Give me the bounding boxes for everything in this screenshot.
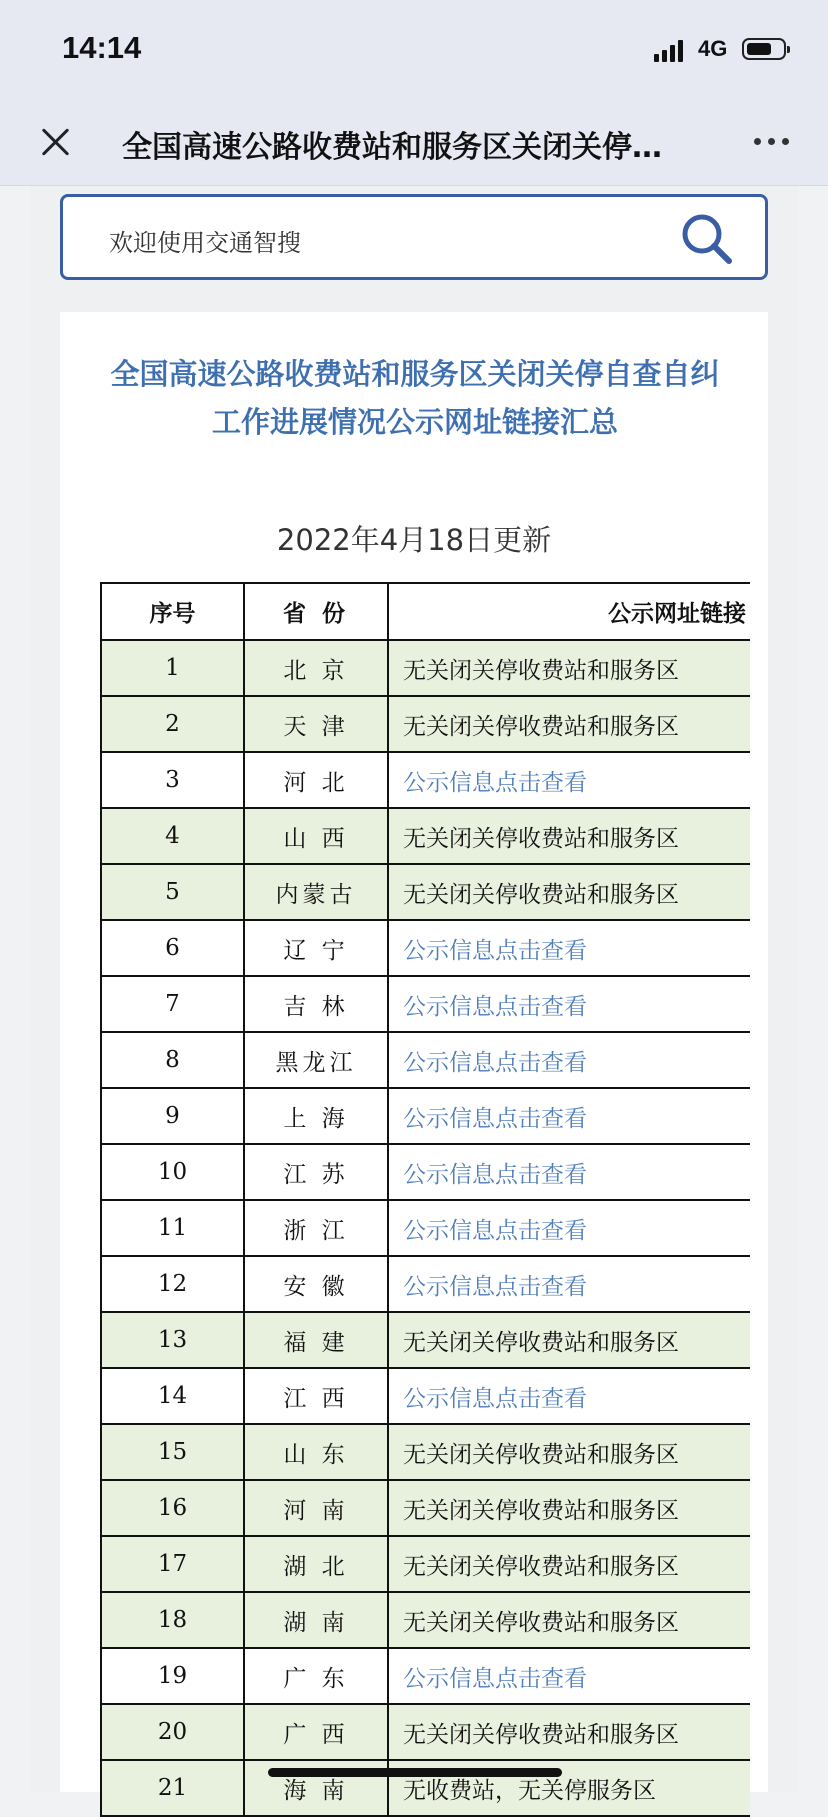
row-link[interactable]: 公示信息点击查看 bbox=[403, 1217, 587, 1244]
row-province: 山 东 bbox=[245, 1425, 389, 1479]
table-row bbox=[102, 809, 750, 865]
table-row bbox=[102, 1313, 750, 1369]
row-province: 海 南 bbox=[245, 1761, 389, 1815]
row-status: 无关闭关停收费站和服务区 bbox=[403, 1553, 679, 1580]
row-link[interactable]: 公示信息点击查看 bbox=[403, 1385, 587, 1412]
row-index: 12 bbox=[102, 1257, 245, 1311]
row-index: 7 bbox=[102, 977, 245, 1031]
home-indicator bbox=[268, 1768, 562, 1777]
table-row bbox=[102, 921, 750, 977]
row-status: 无收费站，无关停服务区 bbox=[403, 1777, 656, 1804]
row-status: 无关闭关停收费站和服务区 bbox=[403, 1441, 679, 1468]
row-province: 河 南 bbox=[245, 1481, 389, 1535]
article-title: 全国高速公路收费站和服务区关闭关停自查自纠工作进展情况公示网址链接汇总 bbox=[110, 357, 720, 439]
table-row bbox=[102, 641, 750, 697]
row-province: 河 北 bbox=[245, 753, 389, 807]
table-row bbox=[102, 697, 750, 753]
row-province: 广 西 bbox=[245, 1705, 389, 1759]
row-province: 北 京 bbox=[245, 641, 389, 695]
table-row bbox=[102, 753, 750, 809]
row-status: 无关闭关停收费站和服务区 bbox=[403, 713, 679, 740]
row-index: 9 bbox=[102, 1089, 245, 1143]
row-index: 3 bbox=[102, 753, 245, 807]
row-index: 15 bbox=[102, 1425, 245, 1479]
table-row bbox=[102, 1425, 750, 1481]
row-province: 黑龙江 bbox=[245, 1033, 389, 1087]
table-row bbox=[102, 1537, 750, 1593]
row-province: 湖 南 bbox=[245, 1593, 389, 1647]
more-options-icon[interactable] bbox=[752, 136, 792, 148]
table-row bbox=[102, 1705, 750, 1761]
table-row bbox=[102, 1481, 750, 1537]
row-index: 13 bbox=[102, 1313, 245, 1367]
status-time: 14:14 bbox=[62, 30, 142, 65]
row-province: 湖 北 bbox=[245, 1537, 389, 1591]
row-link[interactable]: 公示信息点击查看 bbox=[403, 937, 587, 964]
table-header bbox=[102, 584, 750, 641]
row-province: 江 苏 bbox=[245, 1145, 389, 1199]
row-status: 无关闭关停收费站和服务区 bbox=[403, 1497, 679, 1524]
close-icon[interactable] bbox=[36, 122, 76, 162]
row-province: 内蒙古 bbox=[245, 865, 389, 919]
signal-icon bbox=[654, 36, 688, 62]
row-index: 10 bbox=[102, 1145, 245, 1199]
row-status: 无关闭关停收费站和服务区 bbox=[403, 1609, 679, 1636]
row-link[interactable]: 公示信息点击查看 bbox=[403, 1273, 587, 1300]
row-status: 无关闭关停收费站和服务区 bbox=[403, 1721, 679, 1748]
header-province: 省 份 bbox=[245, 584, 389, 639]
row-index: 19 bbox=[102, 1649, 245, 1703]
row-index: 5 bbox=[102, 865, 245, 919]
search-icon[interactable] bbox=[679, 211, 735, 267]
row-index: 21 bbox=[102, 1761, 245, 1815]
row-link[interactable]: 公示信息点击查看 bbox=[403, 993, 587, 1020]
row-link[interactable]: 公示信息点击查看 bbox=[403, 1665, 587, 1692]
row-index: 6 bbox=[102, 921, 245, 975]
row-status: 无关闭关停收费站和服务区 bbox=[403, 881, 679, 908]
row-province: 福 建 bbox=[245, 1313, 389, 1367]
search-input[interactable]: 欢迎使用交通智搜 bbox=[109, 229, 301, 257]
row-province: 天 津 bbox=[245, 697, 389, 751]
row-index: 11 bbox=[102, 1201, 245, 1255]
table-row bbox=[102, 1089, 750, 1145]
row-status: 无关闭关停收费站和服务区 bbox=[403, 1329, 679, 1356]
row-index: 16 bbox=[102, 1481, 245, 1535]
table-row bbox=[102, 1649, 750, 1705]
row-province: 安 徽 bbox=[245, 1257, 389, 1311]
row-province: 上 海 bbox=[245, 1089, 389, 1143]
header-link: 公示网址链接 bbox=[608, 601, 746, 627]
row-link[interactable]: 公示信息点击查看 bbox=[403, 1161, 587, 1188]
row-province: 广 东 bbox=[245, 1649, 389, 1703]
table-row bbox=[102, 1201, 750, 1257]
nav-title: 全国高速公路收费站和服务区关闭关停… bbox=[122, 130, 662, 165]
article-card bbox=[60, 312, 768, 1804]
row-index: 18 bbox=[102, 1593, 245, 1647]
table-row bbox=[102, 1145, 750, 1201]
row-status: 无关闭关停收费站和服务区 bbox=[403, 657, 679, 684]
table-row bbox=[102, 1369, 750, 1425]
row-status: 无关闭关停收费站和服务区 bbox=[403, 825, 679, 852]
row-index: 14 bbox=[102, 1369, 245, 1423]
header-index: 序号 bbox=[102, 584, 245, 639]
table-row bbox=[102, 1257, 750, 1313]
update-date: 2022年4月18日更新 bbox=[276, 523, 552, 557]
row-link[interactable]: 公示信息点击查看 bbox=[403, 1049, 587, 1076]
table-row bbox=[102, 865, 750, 921]
row-province: 吉 林 bbox=[245, 977, 389, 1031]
row-province: 辽 宁 bbox=[245, 921, 389, 975]
row-index: 17 bbox=[102, 1537, 245, 1591]
table-row bbox=[102, 1033, 750, 1089]
row-index: 2 bbox=[102, 697, 245, 751]
search-bar[interactable] bbox=[60, 194, 768, 280]
network-type: 4G bbox=[698, 36, 728, 61]
row-province: 山 西 bbox=[245, 809, 389, 863]
row-province: 江 西 bbox=[245, 1369, 389, 1423]
status-bar bbox=[0, 0, 828, 100]
row-link[interactable]: 公示信息点击查看 bbox=[403, 769, 587, 796]
row-link[interactable]: 公示信息点击查看 bbox=[403, 1105, 587, 1132]
nav-bar bbox=[0, 100, 828, 186]
table-row bbox=[102, 1593, 750, 1649]
row-index: 4 bbox=[102, 809, 245, 863]
row-index: 20 bbox=[102, 1705, 245, 1759]
links-table bbox=[100, 582, 750, 1817]
table-row bbox=[102, 977, 750, 1033]
row-index: 8 bbox=[102, 1033, 245, 1087]
battery-icon bbox=[742, 38, 786, 60]
row-province: 浙 江 bbox=[245, 1201, 389, 1255]
row-index: 1 bbox=[102, 641, 245, 695]
